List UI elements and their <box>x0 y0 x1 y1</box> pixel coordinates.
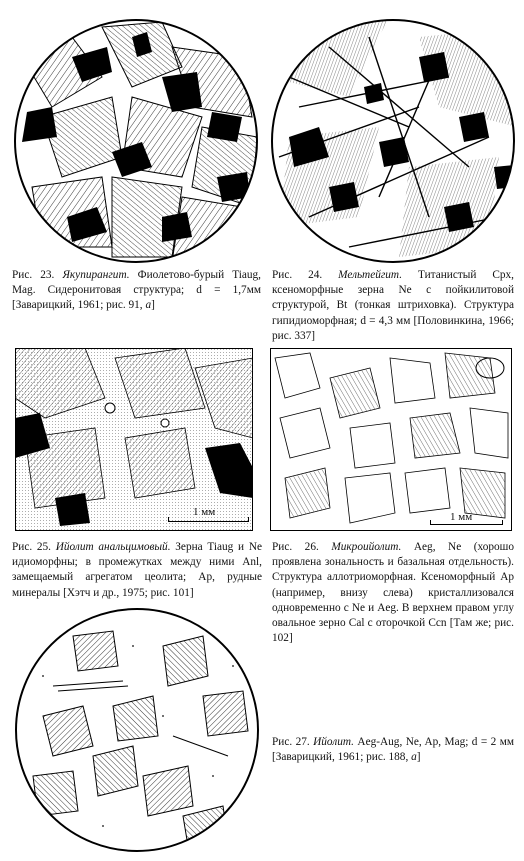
figure-26-scale-label: 1 мм <box>450 511 473 523</box>
caption-number: Рис. 23. <box>12 269 55 281</box>
caption-number: Рис. 24. <box>272 269 323 281</box>
scale-bar-tick <box>502 520 503 525</box>
caption-tail-end: ] <box>151 299 155 312</box>
caption-title: Ийолит анальцимовый. <box>55 541 171 553</box>
caption-number: Рис. 27. <box>272 736 310 748</box>
caption-text: Aeg-Aug, Ne, Ap, Mag; d = 2 мм [Заварицкий, 1961; рис. 188, <box>272 736 514 764</box>
caption-title: Мельтейгит. <box>338 269 403 281</box>
figure-26-caption <box>272 540 514 646</box>
figure-24-caption <box>272 268 514 344</box>
caption-tail-italic: а <box>411 751 417 764</box>
figure-25-image <box>15 348 253 531</box>
figure-23-caption <box>12 268 261 314</box>
caption-text: Фиолетово-бурый Tiaug, Mag. Сидеронитовая структура; d = 1,7мм [Заварицкий, 1961; рис. 91, <box>12 269 262 312</box>
figure-25-scale-label: 1 мм <box>193 506 216 518</box>
scale-bar-tick <box>168 517 169 522</box>
scale-bar <box>430 524 502 525</box>
scale-bar-tick <box>430 520 431 525</box>
caption-title: Якупирангит. <box>62 269 130 281</box>
caption-tail-italic: а <box>145 299 152 312</box>
caption-number: Рис. 25. <box>12 541 52 553</box>
caption-text: Титанистый Cpx, ксеноморфные зерна Ne с пойкилитовой структурой, Bt (тонкая штриховка). Структура гипидиоморфная; d = 4,3 мм [Половинкина, 1966; рис. 337] <box>272 269 514 342</box>
caption-text: Aeg, Ne (хорошо проявлена зональность и базальная отдельность). Структура аллотриоморфная. Ксеноморфный Ap (например, внизу слева) кристаллизовался одновременно с Ne и Aeg. В верхнем правом углу овальное зерно Cal с оторочкой Ccn [Там же; рис. 102] <box>272 541 515 645</box>
figure-27-image <box>13 606 261 854</box>
caption-text: Зерна Tiaug и Ne идиоморфны; в промежутках между ними Anl, замещаемый агрегатом цеолита; Ap, рудные минералы [Хэтч и др., 1975; рис. 101] <box>12 541 262 599</box>
caption-number: Рис. 26. <box>272 541 319 553</box>
figure-24-image <box>269 17 517 265</box>
figure-26-image <box>270 348 512 531</box>
scale-bar-tick <box>248 517 249 522</box>
caption-tail-end: ] <box>416 751 421 764</box>
figure-27-caption <box>272 735 514 765</box>
caption-title: Ийолит. <box>313 736 354 748</box>
figure-23-image <box>12 17 260 265</box>
figure-25-caption <box>12 540 262 601</box>
caption-title: Микроийолит. <box>331 541 402 553</box>
scale-bar <box>168 521 248 522</box>
